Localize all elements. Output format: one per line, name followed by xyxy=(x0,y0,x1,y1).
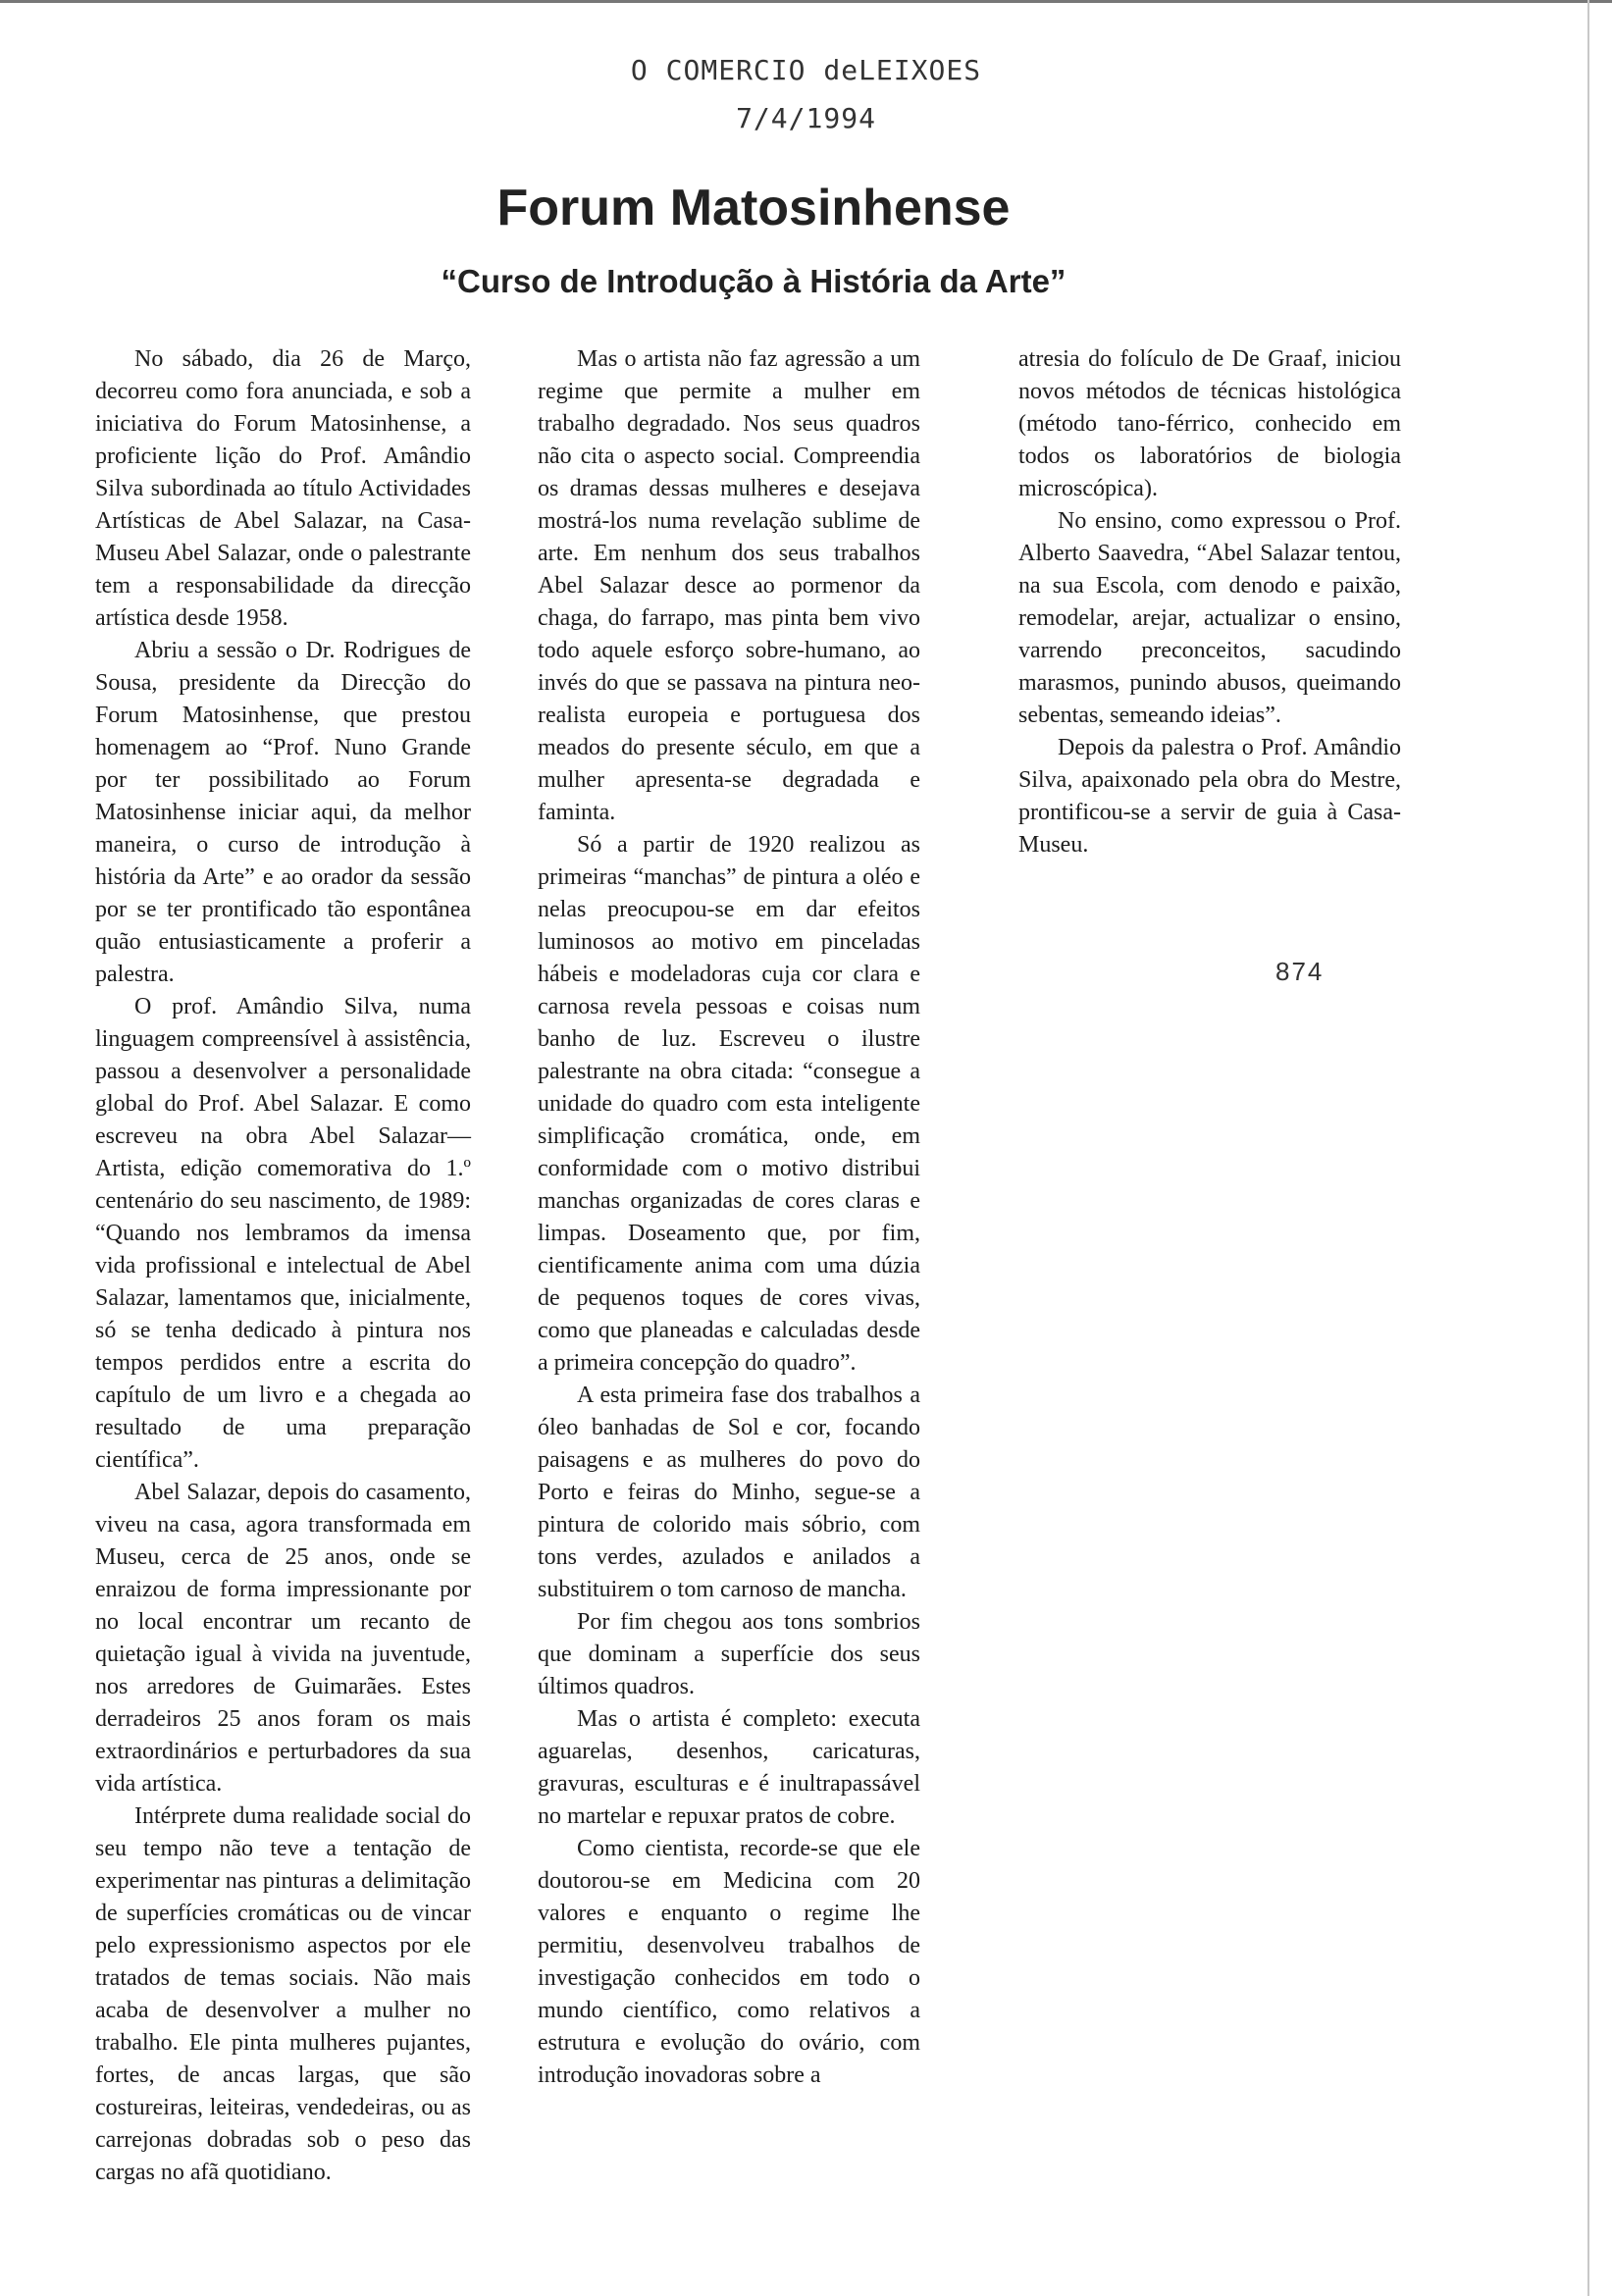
paragraph: Abriu a sessão o Dr. Rodrigues de Sousa, presidente da Direcção do Forum Matosinhense, que prestou homenagem ao “Prof. Nuno Grande por ter possibilitado ao Forum Matosinhense iniciar aqui, da melhor maneira, o curso de introdução à história da Arte” e ao orador da sessão por se ter prontificado tão espontânea quão entusiasticamente a proferir a palestra. xyxy=(95,638,471,987)
paragraph: Só a partir de 1920 realizou as primeiras “manchas” de pintura a oléo e nelas preocupou-se em dar efeitos luminosos ao motivo em pinceladas hábeis e modeladoras cuja cor clara e carnosa revela pessoas e coisas num banho de luz. Escreveu o ilustre palestrante na obra citada: “consegue a unidade do quadro com esta inteligente simplificação cromática, onde, em conformidade com o motivo distribui manchas organizadas de cores claras e limpas. Doseamento que, por fim, cientificamente anima com uma dúzia de pequenos toques de cores vivas, como que planeadas e calculadas desde a primeira concepção do quadro”. xyxy=(538,832,920,1376)
paragraph: Por fim chegou aos tons sombrios que dominam a superfície dos seus últimos quadros. xyxy=(538,1609,920,1699)
paragraph: Abel Salazar, depois do casamento, viveu na casa, agora transformada em Museu, cerca de 25 anos, onde se enraizou de forma impressionante por no local encontrar um recanto de quietação igual à vivida na juventude, nos arredores de Guimarães. Estes derradeiros 25 anos foram os mais extraordinários e perturbadores da sua vida artística. xyxy=(95,1480,471,1797)
paragraph: No sábado, dia 26 de Março, decorreu como fora anunciada, e sob a iniciativa do Forum Matosinhense, a proficiente lição do Prof. Amândio Silva subordinada ao título Actividades Artísticas de Abel Salazar, na Casa-Museu Abel Salazar, onde o palestrante tem a responsabilidade da direcção artística desde 1958. xyxy=(95,346,471,631)
paragraph: Como cientista, recorde-se que ele doutorou-se em Medicina com 20 valores e enquanto o regime lhe permitiu, desenvolveu trabalhos de investigação conhecidos em todo o mundo científico, como relativos a estrutura e evolução do ovário, com introdução inovadoras sobre a xyxy=(538,1836,920,2088)
article-title: Forum Matosinhense xyxy=(496,180,1011,236)
right-border-line xyxy=(1587,0,1589,2296)
article-column-1 xyxy=(95,343,471,2189)
article-column-3 xyxy=(1018,343,1401,861)
publication-date: 7/4/1994 xyxy=(736,102,876,134)
paragraph: Intérprete duma realidade social do seu tempo não teve a tentação de experimentar nas pinturas a delimitação de superfícies cromáticas ou de vincar pelo expressionismo aspectos por ele tratados de temas sociais. Não mais acaba de desenvolver a mulher no trabalho. Ele pinta mulheres pujantes, fortes, de ancas largas, que são costureiras, leiteiras, vendedeiras, ou as carrejonas dobradas sob o peso das cargas no afã quotidiano. xyxy=(95,1803,471,2185)
top-border-line xyxy=(0,0,1612,3)
page-number: 874 xyxy=(1275,957,1325,986)
paragraph: O prof. Amândio Silva, numa linguagem compreensível à assistência, passou a desenvolver a personalidade global do Prof. Abel Salazar. E como escreveu na obra Abel Salazar—Artista, edição comemorativa do 1.º centenário do seu nascimento, de 1989: “Quando nos lembramos da imensa vida profissional e intelectual de Abel Salazar, lamentamos que, inicialmente, só se tenha dedicado à pintura nos tempos perdidos entre a escrita do capítulo de um livro e a chegada ao resultado de uma preparação científica”. xyxy=(95,994,471,1473)
article-subtitle: “Curso de Introdução à História da Arte” xyxy=(441,263,1066,299)
publication-name: O COMERCIO deLEIXOES xyxy=(630,54,982,86)
paragraph: Mas o artista não faz agressão a um regime que permite a mulher em trabalho degradado. Nos seus quadros não cita o aspecto social. Compreendia os dramas dessas mulheres e desejava mostrá-los numa revelação sublime de arte. Em nenhum dos seus trabalhos Abel Salazar desce ao pormenor da chaga, do farrapo, mas pinta bem vivo todo aquele esforço sobre-humano, ao invés do que se passava na pintura neo-realista europeia e portuguesa dos meados do presente século, em que a mulher apresenta-se degradada e faminta. xyxy=(538,346,920,825)
paragraph: Mas o artista é completo: executa aguarelas, desenhos, caricaturas, gravuras, esculturas e é inultrapassável no martelar e repuxar pratos de cobre. xyxy=(538,1706,920,1829)
paragraph: A esta primeira fase dos trabalhos a óleo banhadas de Sol e cor, focando paisagens e as mulheres do povo do Porto e feiras do Minho, segue-se a pintura de colorido mais sóbrio, com tons verdes, azulados e anilados a substituirem o tom carnoso de mancha. xyxy=(538,1383,920,1602)
paragraph: atresia do folículo de De Graaf, iniciou novos métodos de técnicas histológica (método tano-férrico, conhecido em todos os laboratórios de biologia microscópica). xyxy=(1018,346,1401,501)
paragraph: No ensino, como expressou o Prof. Alberto Saavedra, “Abel Salazar tentou, na sua Escola, com denodo e paixão, remodelar, arejar, actualizar o ensino, varrendo preconceitos, sacudindo marasmos, punindo abusos, queimando sebentas, semeando ideias”. xyxy=(1018,508,1401,728)
paragraph: Depois da palestra o Prof. Amândio Silva, apaixonado pela obra do Mestre, prontificou-se a servir de guia à Casa-Museu. xyxy=(1018,735,1401,858)
article-column-2 xyxy=(538,343,920,2092)
